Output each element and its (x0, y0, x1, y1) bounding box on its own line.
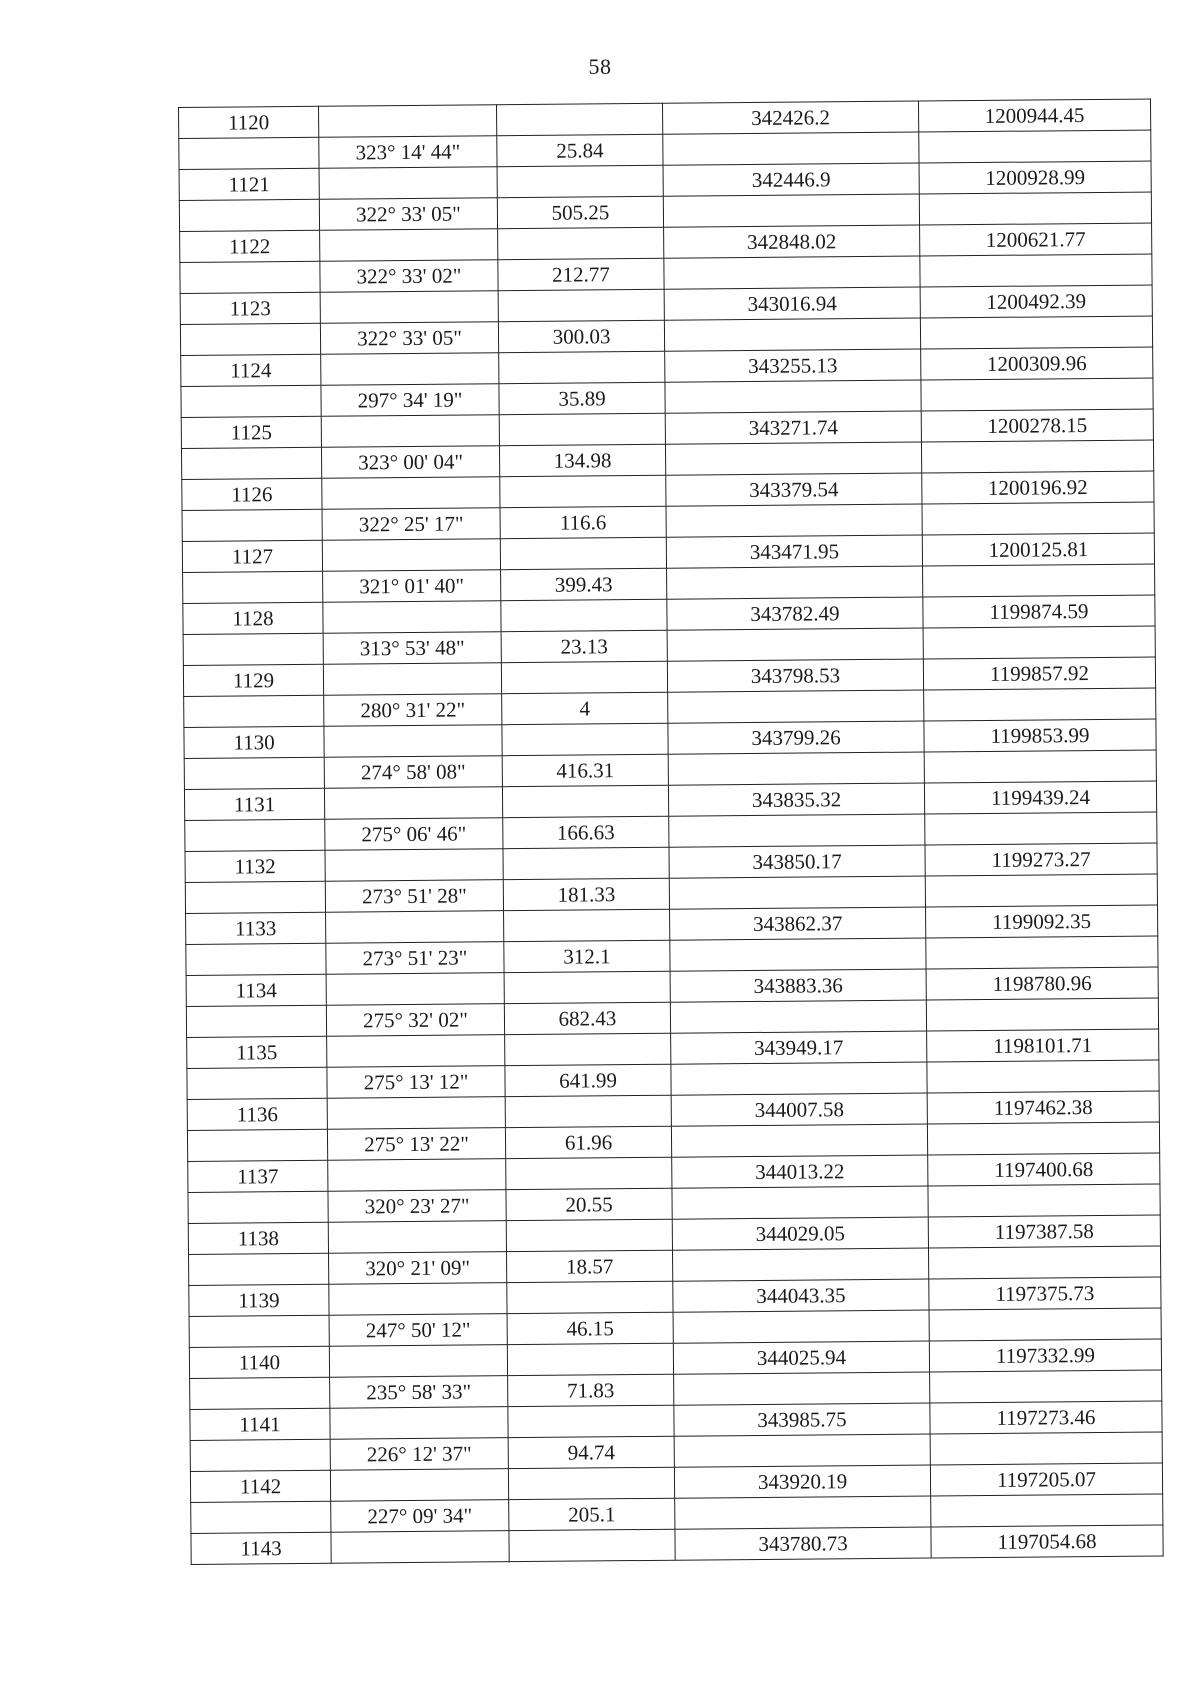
x-coordinate-cell (671, 1124, 927, 1157)
station-number-cell: 1120 (179, 106, 319, 138)
y-coordinate-cell (927, 1060, 1159, 1093)
x-coordinate-cell (672, 1248, 928, 1281)
distance-cell: 166.63 (503, 816, 669, 848)
y-coordinate-cell: 1199853.99 (924, 719, 1156, 752)
station-number-cell: 1136 (187, 1098, 327, 1130)
y-coordinate-cell: 1198780.96 (926, 967, 1158, 1000)
coordinate-table (178, 99, 1164, 1565)
y-coordinate-cell: 1197332.99 (929, 1339, 1161, 1372)
y-coordinate-cell (929, 1308, 1161, 1341)
distance-cell: 505.25 (497, 196, 663, 228)
y-coordinate-cell: 1199092.35 (926, 905, 1158, 938)
station-number-cell (187, 1129, 327, 1161)
station-number-cell: 1130 (184, 726, 324, 758)
bearing-cell: 322° 25' 17" (322, 508, 500, 541)
station-number-cell: 1122 (180, 230, 320, 262)
x-coordinate-cell: 343271.74 (665, 411, 921, 444)
distance-cell: 181.33 (503, 878, 669, 910)
bearing-cell: 275° 32' 02" (326, 1004, 504, 1037)
bearing-cell: 322° 33' 05" (320, 322, 498, 355)
station-number-cell (185, 881, 325, 913)
bearing-cell (329, 1283, 507, 1316)
bearing-cell (328, 1221, 506, 1254)
x-coordinate-cell (669, 814, 925, 847)
station-number-cell (187, 1067, 327, 1099)
station-number-cell (184, 757, 324, 789)
station-number-cell: 1143 (191, 1532, 331, 1564)
y-coordinate-cell (922, 502, 1154, 535)
y-coordinate-cell (924, 750, 1156, 783)
distance-cell: 20.55 (506, 1188, 672, 1220)
station-number-cell (179, 137, 319, 169)
y-coordinate-cell: 1197387.58 (928, 1215, 1160, 1248)
station-number-cell: 1140 (189, 1346, 329, 1378)
y-coordinate-cell: 1200928.99 (919, 161, 1151, 194)
distance-cell (499, 351, 665, 383)
x-coordinate-cell: 343949.17 (671, 1031, 927, 1064)
x-coordinate-cell: 344025.94 (673, 1341, 929, 1374)
station-number-cell (190, 1439, 330, 1471)
distance-cell (501, 661, 667, 693)
station-number-cell (186, 1005, 326, 1037)
y-coordinate-cell: 1200944.45 (918, 99, 1150, 132)
bearing-cell (321, 353, 499, 386)
x-coordinate-cell: 342848.02 (664, 225, 920, 258)
x-coordinate-cell: 344029.05 (672, 1217, 928, 1250)
distance-cell: 23.13 (501, 630, 667, 662)
x-coordinate-cell (671, 1062, 927, 1095)
distance-cell: 312.1 (504, 940, 670, 972)
x-coordinate-cell: 343782.49 (667, 597, 923, 630)
y-coordinate-cell (925, 874, 1157, 907)
x-coordinate-cell: 343883.36 (670, 969, 926, 1002)
distance-cell: 4 (502, 692, 668, 724)
x-coordinate-cell (663, 194, 919, 227)
station-number-cell (191, 1501, 331, 1533)
bearing-cell: 235° 58' 33" (330, 1376, 508, 1409)
y-coordinate-cell: 1199857.92 (923, 657, 1155, 690)
station-number-cell (189, 1315, 329, 1347)
station-number-cell (188, 1191, 328, 1223)
x-coordinate-cell (674, 1434, 930, 1467)
bearing-cell (324, 725, 502, 758)
bearing-cell: 322° 33' 02" (320, 260, 498, 293)
x-coordinate-cell (667, 566, 923, 599)
distance-cell (501, 599, 667, 631)
x-coordinate-cell (663, 132, 919, 165)
x-coordinate-cell (668, 690, 924, 723)
bearing-cell: 280° 31' 22" (324, 694, 502, 727)
distance-cell: 25.84 (497, 134, 663, 166)
y-coordinate-cell (921, 378, 1153, 411)
station-number-cell: 1121 (179, 168, 319, 200)
y-coordinate-cell: 1197400.68 (928, 1153, 1160, 1186)
x-coordinate-cell: 343471.95 (666, 535, 922, 568)
y-coordinate-cell: 1197273.46 (930, 1401, 1162, 1434)
distance-cell: 641.99 (505, 1064, 671, 1096)
station-number-cell: 1134 (186, 974, 326, 1006)
x-coordinate-cell: 342446.9 (663, 163, 919, 196)
station-number-cell: 1132 (185, 850, 325, 882)
distance-cell (500, 537, 666, 569)
y-coordinate-cell (926, 998, 1158, 1031)
station-number-cell (185, 819, 325, 851)
distance-cell (508, 1467, 674, 1499)
bearing-cell: 320° 21' 09" (329, 1252, 507, 1285)
bearing-cell (321, 415, 499, 448)
station-number-cell: 1135 (187, 1036, 327, 1068)
distance-cell (507, 1281, 673, 1313)
station-number-cell (180, 323, 320, 355)
x-coordinate-cell (664, 256, 920, 289)
distance-cell (508, 1405, 674, 1437)
x-coordinate-cell: 344013.22 (672, 1155, 928, 1188)
station-number-cell (190, 1377, 330, 1409)
x-coordinate-cell (675, 1496, 931, 1529)
x-coordinate-cell (673, 1310, 929, 1343)
distance-cell: 416.31 (502, 754, 668, 786)
bearing-cell (327, 1035, 505, 1068)
y-coordinate-cell (928, 1184, 1160, 1217)
y-coordinate-cell: 1197205.07 (930, 1463, 1162, 1496)
station-number-cell (181, 385, 321, 417)
y-coordinate-cell: 1197462.38 (927, 1091, 1159, 1124)
distance-cell (504, 971, 670, 1003)
distance-cell (506, 1157, 672, 1189)
bearing-cell: 322° 33' 05" (319, 198, 497, 231)
y-coordinate-cell (920, 316, 1152, 349)
y-coordinate-cell (926, 936, 1158, 969)
x-coordinate-cell (668, 752, 924, 785)
x-coordinate-cell: 343835.32 (668, 783, 924, 816)
bearing-cell: 226° 12' 37" (330, 1438, 508, 1471)
distance-cell: 205.1 (509, 1498, 675, 1530)
distance-cell (505, 1095, 671, 1127)
distance-cell: 134.98 (499, 444, 665, 476)
station-number-cell (181, 447, 321, 479)
y-coordinate-cell: 1200621.77 (920, 223, 1152, 256)
y-coordinate-cell: 1200278.15 (921, 409, 1153, 442)
y-coordinate-cell (925, 812, 1157, 845)
bearing-cell: 275° 13' 12" (327, 1066, 505, 1099)
y-coordinate-cell: 1197375.73 (929, 1277, 1161, 1310)
y-coordinate-cell: 1199273.27 (925, 843, 1157, 876)
bearing-cell (318, 105, 496, 138)
station-number-cell (179, 199, 319, 231)
distance-cell (502, 785, 668, 817)
bearing-cell (329, 1345, 507, 1378)
distance-cell: 18.57 (507, 1250, 673, 1282)
x-coordinate-cell (667, 628, 923, 661)
y-coordinate-cell (919, 192, 1151, 225)
distance-cell (503, 847, 669, 879)
x-coordinate-cell: 344007.58 (671, 1093, 927, 1126)
station-number-cell: 1129 (183, 664, 323, 696)
station-number-cell: 1128 (183, 602, 323, 634)
y-coordinate-cell (921, 440, 1153, 473)
x-coordinate-cell (669, 876, 925, 909)
y-coordinate-cell: 1200196.92 (922, 471, 1154, 504)
bearing-cell: 274° 58' 08" (324, 756, 502, 789)
x-coordinate-cell: 343016.94 (664, 287, 920, 320)
distance-cell: 71.83 (508, 1374, 674, 1406)
y-coordinate-cell (930, 1370, 1162, 1403)
bearing-cell (326, 911, 504, 944)
y-coordinate-cell (920, 254, 1152, 287)
bearing-cell (322, 539, 500, 572)
bearing-cell (325, 849, 503, 882)
distance-cell (497, 165, 663, 197)
x-coordinate-cell: 343850.17 (669, 845, 925, 878)
bearing-cell (324, 787, 502, 820)
bearing-cell (320, 291, 498, 324)
distance-cell: 46.15 (507, 1312, 673, 1344)
x-coordinate-cell: 343255.13 (665, 349, 921, 382)
station-number-cell: 1127 (182, 540, 322, 572)
x-coordinate-cell (670, 938, 926, 971)
y-coordinate-cell (930, 1432, 1162, 1465)
station-number-cell (189, 1253, 329, 1285)
x-coordinate-cell: 344043.35 (673, 1279, 929, 1312)
station-number-cell: 1125 (181, 416, 321, 448)
distance-cell (499, 413, 665, 445)
station-number-cell (183, 571, 323, 603)
x-coordinate-cell (670, 1000, 926, 1033)
coordinate-table-body (179, 99, 1164, 1564)
x-coordinate-cell (664, 318, 920, 351)
y-coordinate-cell: 1198101.71 (927, 1029, 1159, 1062)
x-coordinate-cell (666, 504, 922, 537)
bearing-cell (322, 477, 500, 510)
x-coordinate-cell: 343798.53 (667, 659, 923, 692)
bearing-cell (323, 663, 501, 696)
station-number-cell: 1142 (190, 1470, 330, 1502)
bearing-cell: 227° 09' 34" (331, 1500, 509, 1533)
distance-cell (496, 103, 662, 135)
bearing-cell: 275° 13' 22" (327, 1128, 505, 1161)
bearing-cell: 313° 53' 48" (323, 632, 501, 665)
distance-cell: 116.6 (500, 506, 666, 538)
distance-cell: 212.77 (498, 258, 664, 290)
distance-cell: 682.43 (504, 1002, 670, 1034)
y-coordinate-cell (919, 130, 1151, 163)
x-coordinate-cell (665, 380, 921, 413)
y-coordinate-cell (927, 1122, 1159, 1155)
station-number-cell (182, 509, 322, 541)
bearing-cell (319, 167, 497, 200)
bearing-cell: 247° 50' 12" (329, 1314, 507, 1347)
station-number-cell (183, 633, 323, 665)
y-coordinate-cell: 1197054.68 (931, 1525, 1163, 1558)
bearing-cell (320, 229, 498, 262)
distance-cell: 399.43 (501, 568, 667, 600)
coordinate-table-wrapper (178, 99, 1164, 1565)
distance-cell: 300.03 (498, 320, 664, 352)
x-coordinate-cell: 343985.75 (674, 1403, 930, 1436)
y-coordinate-cell (931, 1494, 1163, 1527)
station-number-cell: 1131 (184, 788, 324, 820)
bearing-cell (323, 601, 501, 634)
distance-cell (498, 227, 664, 259)
bearing-cell (330, 1469, 508, 1502)
distance-cell (502, 723, 668, 755)
distance-cell: 94.74 (508, 1436, 674, 1468)
bearing-cell (328, 1159, 506, 1192)
bearing-cell (326, 973, 504, 1006)
x-coordinate-cell: 343862.37 (670, 907, 926, 940)
page-number: 58 (588, 54, 612, 79)
station-number-cell: 1137 (188, 1160, 328, 1192)
y-coordinate-cell: 1200125.81 (922, 533, 1154, 566)
distance-cell (498, 289, 664, 321)
station-number-cell: 1126 (182, 478, 322, 510)
distance-cell (504, 909, 670, 941)
distance-cell (506, 1219, 672, 1251)
station-number-cell: 1123 (180, 292, 320, 324)
station-number-cell: 1133 (186, 912, 326, 944)
x-coordinate-cell: 343799.26 (668, 721, 924, 754)
station-number-cell: 1139 (189, 1284, 329, 1316)
station-number-cell: 1141 (190, 1408, 330, 1440)
bearing-cell: 273° 51' 23" (326, 942, 504, 975)
x-coordinate-cell: 343379.54 (666, 473, 922, 506)
station-number-cell: 1138 (188, 1222, 328, 1254)
y-coordinate-cell: 1199439.24 (924, 781, 1156, 814)
station-number-cell (180, 261, 320, 293)
bearing-cell (331, 1531, 509, 1564)
y-coordinate-cell (923, 626, 1155, 659)
x-coordinate-cell (672, 1186, 928, 1219)
station-number-cell (186, 943, 326, 975)
bearing-cell (330, 1407, 508, 1440)
station-number-cell (184, 695, 324, 727)
y-coordinate-cell: 1199874.59 (923, 595, 1155, 628)
distance-cell: 61.96 (505, 1126, 671, 1158)
y-coordinate-cell (928, 1246, 1160, 1279)
bearing-cell: 321° 01' 40" (323, 570, 501, 603)
distance-cell: 35.89 (499, 382, 665, 414)
distance-cell (500, 475, 666, 507)
distance-cell (509, 1529, 675, 1561)
distance-cell (505, 1033, 671, 1065)
x-coordinate-cell: 343780.73 (675, 1527, 931, 1560)
bearing-cell: 275° 06' 46" (325, 818, 503, 851)
y-coordinate-cell (923, 564, 1155, 597)
distance-cell (507, 1343, 673, 1375)
bearing-cell (327, 1097, 505, 1130)
y-coordinate-cell: 1200492.39 (920, 285, 1152, 318)
y-coordinate-cell: 1200309.96 (921, 347, 1153, 380)
bearing-cell: 273° 51' 28" (325, 880, 503, 913)
y-coordinate-cell (924, 688, 1156, 721)
bearing-cell: 323° 14' 44" (319, 136, 497, 169)
x-coordinate-cell (665, 442, 921, 475)
bearing-cell: 323° 00' 04" (321, 446, 499, 479)
x-coordinate-cell: 343920.19 (674, 1465, 930, 1498)
x-coordinate-cell: 342426.2 (662, 101, 918, 134)
bearing-cell: 297° 34' 19" (321, 384, 499, 417)
bearing-cell: 320° 23' 27" (328, 1190, 506, 1223)
station-number-cell: 1124 (181, 354, 321, 386)
x-coordinate-cell (674, 1372, 930, 1405)
